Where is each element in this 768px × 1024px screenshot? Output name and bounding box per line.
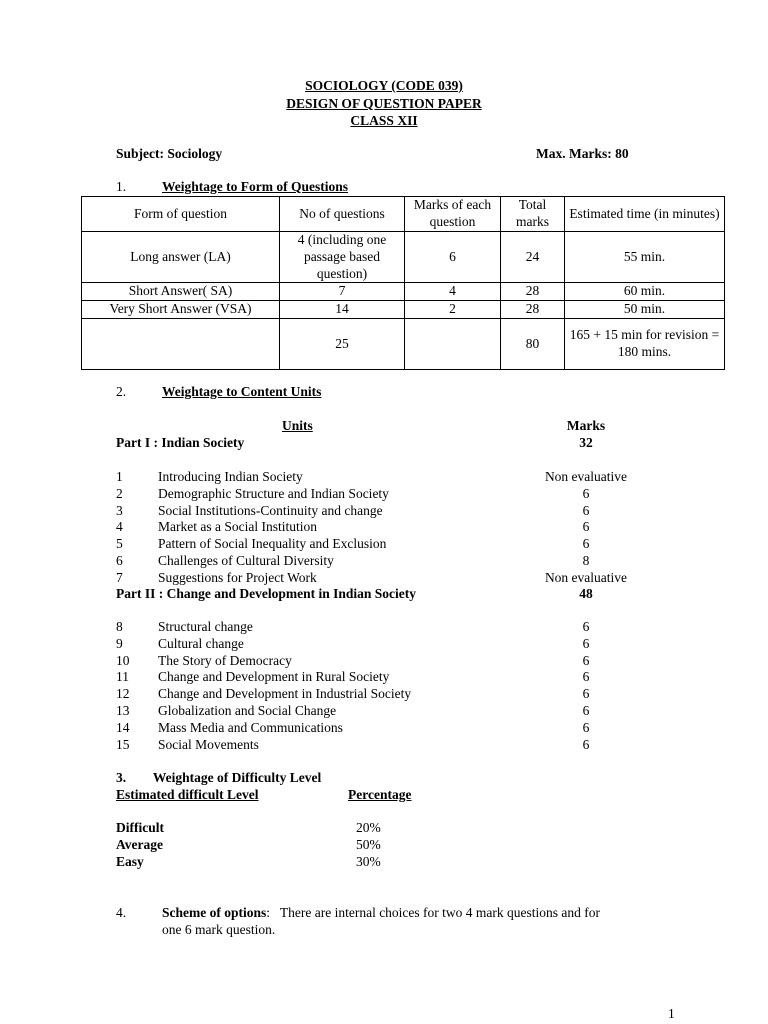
section4-text (162, 905, 600, 922)
table-cell: 24 (501, 232, 565, 283)
scheme-of-options-label: Scheme of options (162, 905, 267, 920)
unit-name: Cultural change (158, 635, 244, 651)
table-header: Estimated time (in minutes) (565, 197, 725, 232)
unit-name: Globalization and Social Change (158, 703, 337, 718)
question-form-table (81, 196, 725, 370)
scheme-of-options-text: : There are internal choices for two 4 mark questions and for (266, 905, 601, 920)
section1-number: 1. (116, 179, 127, 194)
unit-name: Mass Media and Communications (158, 719, 343, 735)
title-line-3: CLASS XII (350, 113, 418, 128)
unit-name: Pattern of Social Inequality and Exclusion (158, 536, 387, 552)
unit-marks: 6 (582, 703, 590, 718)
section4-number: 4. (116, 905, 127, 920)
unit-marks: 6 (582, 502, 590, 518)
max-marks-label: Max. Marks: 80 (536, 146, 629, 161)
unit-name: Suggestions for Project Work (158, 569, 317, 585)
table-header: No of questions (280, 197, 405, 232)
table-header-row (82, 197, 725, 232)
unit-marks: 6 (582, 485, 590, 501)
table-cell: 50 min. (565, 301, 725, 319)
unit-number: 3 (116, 502, 123, 518)
unit-marks: 6 (582, 519, 590, 535)
difficulty-percentage: 50% (356, 837, 381, 852)
section4-text-line2: one 6 mark question. (162, 922, 276, 937)
unit-name: Market as a Social Institution (158, 519, 317, 535)
subject-label: Subject: Sociology (116, 146, 223, 161)
difficulty-percentage: 20% (356, 820, 381, 835)
table-cell: 28 (501, 283, 565, 301)
percentage-col-header: Percentage (348, 787, 412, 802)
unit-marks: 6 (582, 652, 590, 668)
unit-number: 10 (116, 652, 130, 668)
unit-marks: 6 (582, 719, 590, 735)
section3-title: 3. Weightage of Difficulty Level (116, 770, 322, 785)
unit-name: Structural change (158, 619, 253, 634)
section2-title: Weightage to Content Units (162, 384, 322, 399)
table-row (82, 283, 725, 301)
table-cell: 60 min. (565, 283, 725, 301)
difficulty-level: Average (116, 837, 163, 852)
difficulty-percentage: 30% (356, 854, 381, 869)
table-row (82, 318, 725, 369)
table-header: Marks of each question (405, 197, 501, 232)
unit-name: Change and Development in Rural Society (158, 669, 390, 685)
unit-name: Challenges of Cultural Diversity (158, 553, 334, 568)
unit-marks: 6 (582, 686, 590, 702)
unit-number: 6 (116, 553, 123, 568)
table-cell: Very Short Answer (VSA) (82, 301, 280, 319)
page-number: 1 (668, 1006, 675, 1021)
difficulty-col-header: Estimated difficult Level (116, 787, 259, 802)
table-cell (405, 318, 501, 369)
table-cell: 7 (280, 283, 405, 301)
part1-title: Part I : Indian Society (116, 435, 245, 450)
table-cell: 25 (280, 318, 405, 369)
table-header: Form of question (82, 197, 280, 232)
part2-marks: 48 (579, 586, 593, 601)
part1-marks: 32 (579, 435, 593, 450)
unit-number: 5 (116, 536, 123, 552)
unit-marks: 6 (582, 635, 590, 651)
unit-number: 8 (116, 619, 123, 634)
unit-name: Social Institutions-Continuity and change (158, 502, 383, 518)
unit-marks: Non evaluative (544, 469, 628, 484)
part2-title: Part II : Change and Development in Indian Society (116, 586, 417, 601)
difficulty-level: Difficult (116, 820, 164, 835)
table-cell: 55 min. (565, 232, 725, 283)
unit-number: 13 (116, 703, 130, 718)
unit-number: 4 (116, 519, 123, 535)
section1-title: Weightage to Form of Questions (162, 179, 348, 194)
unit-marks: 6 (582, 619, 590, 634)
table-cell: 80 (501, 318, 565, 369)
title-line-2: DESIGN OF QUESTION PAPER (286, 96, 482, 111)
unit-marks: Non evaluative (544, 569, 628, 585)
unit-marks: 6 (582, 736, 590, 752)
unit-marks: 8 (582, 553, 590, 568)
unit-number: 14 (116, 719, 130, 735)
table-row (82, 301, 725, 319)
unit-number: 7 (116, 569, 123, 585)
unit-marks: 6 (582, 536, 590, 552)
units-header: Units (282, 418, 313, 433)
table-header: Total marks (501, 197, 565, 232)
difficulty-level: Easy (116, 854, 144, 869)
unit-number: 11 (116, 669, 129, 685)
table-cell: Long answer (LA) (82, 232, 280, 283)
unit-name: The Story of Democracy (158, 652, 292, 668)
section2-number: 2. (116, 384, 127, 399)
table-cell: 6 (405, 232, 501, 283)
table-cell: 28 (501, 301, 565, 319)
unit-number: 1 (116, 469, 123, 484)
marks-header: Marks (566, 418, 606, 433)
table-cell: 4 (including one passage based question) (280, 232, 405, 283)
unit-name: Change and Development in Industrial Society (158, 686, 412, 702)
unit-marks: 6 (582, 669, 590, 685)
unit-name: Demographic Structure and Indian Society (158, 485, 389, 501)
unit-number: 15 (116, 736, 130, 752)
table-cell: 14 (280, 301, 405, 319)
table-cell: 4 (405, 283, 501, 301)
table-cell (82, 318, 280, 369)
table-row (82, 232, 725, 283)
unit-number: 12 (116, 686, 130, 702)
table-cell: Short Answer( SA) (82, 283, 280, 301)
title-line-1: SOCIOLOGY (CODE 039) (305, 78, 463, 93)
unit-name: Introducing Indian Society (158, 469, 303, 484)
unit-number: 9 (116, 635, 123, 651)
unit-name: Social Movements (158, 736, 259, 752)
unit-number: 2 (116, 485, 123, 501)
table-cell: 2 (405, 301, 501, 319)
table-cell: 165 + 15 min for revision = 180 mins. (565, 318, 725, 369)
